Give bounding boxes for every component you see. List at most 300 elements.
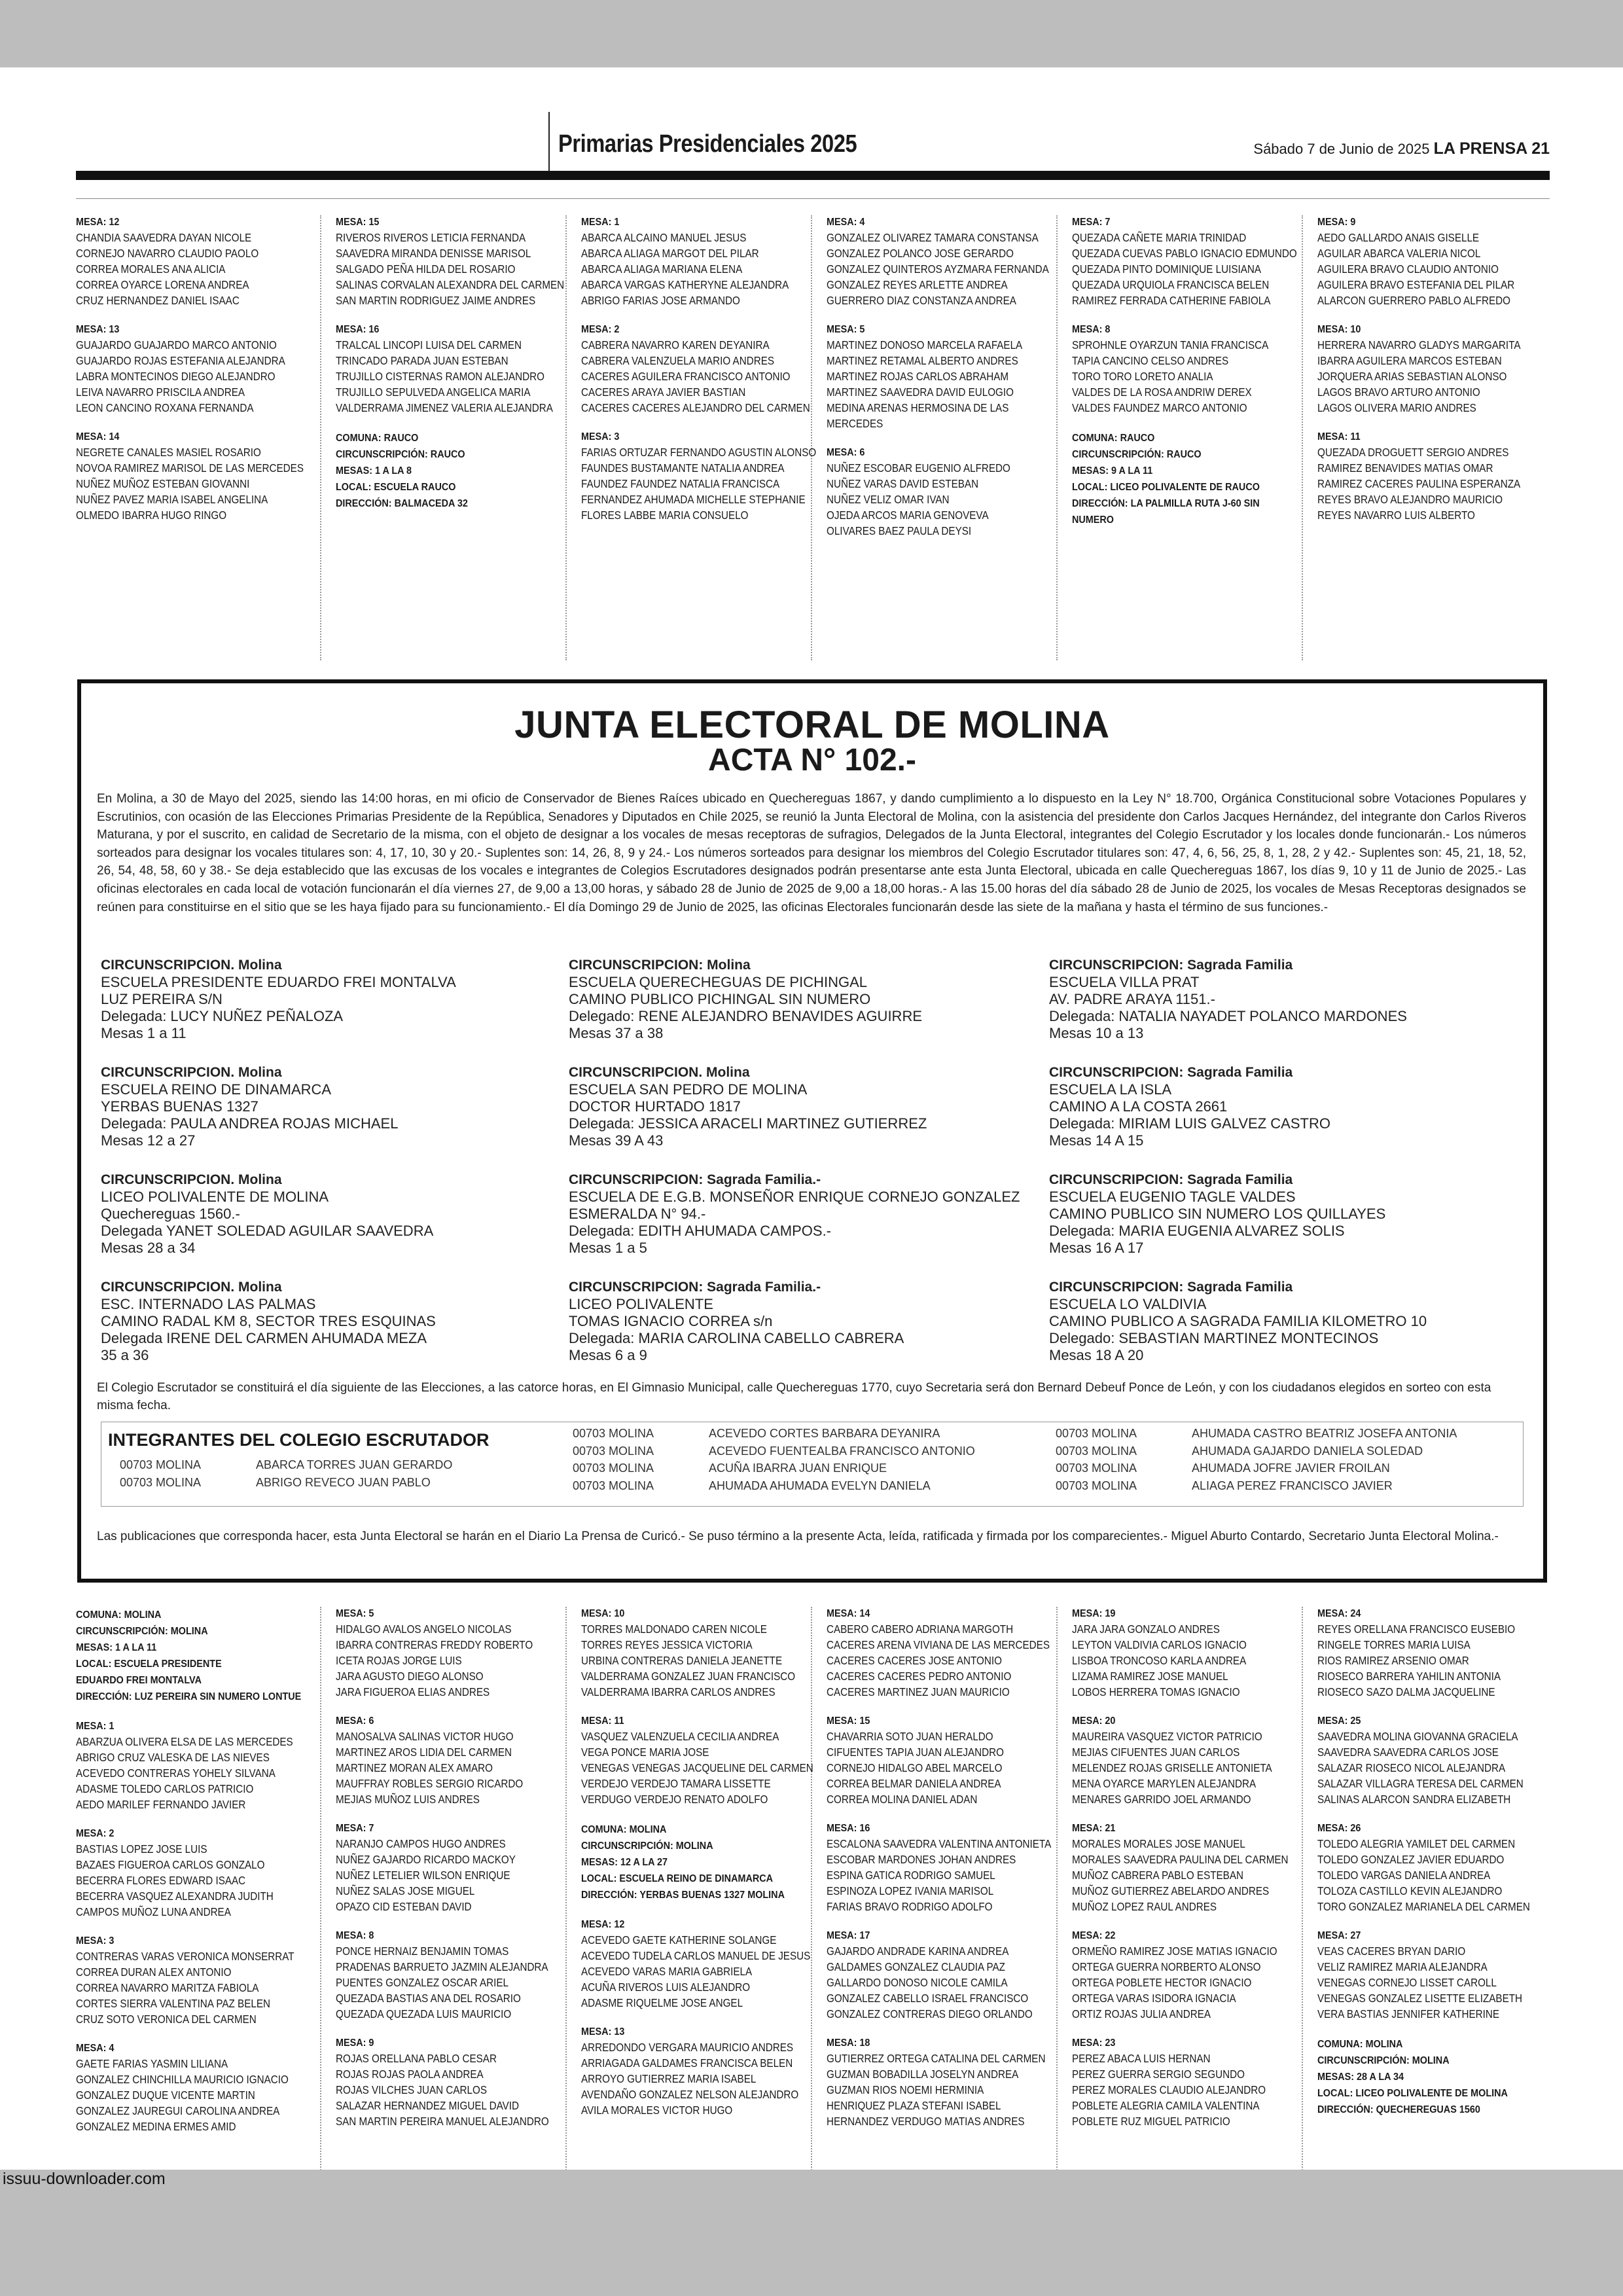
acta-paragraph: En Molina, a 30 de Mayo del 2025, siendo las 14:00 horas, en mi oficio de Conservador de Bienes Raíces ubicado en Quechereguas 1867, y dando cumplimiento a lo dispuesto en la Ley N° 18.700, Orgánica Constitucional sobre Votaciones Populares y Escrutinios, con ocasión de las Elecciones Primarias Presidente de la República, Senadores y Diputados en Chile 2025, se reunió la Junta Electoral de Molina, con la asistencia del presidente don Carlos Jacques Hernández, del integrante don Carlos Riveros Maturana, y por el suscrito, en calidad de Secretario de la misma, con el objeto de designar a los vocales de mesas receptoras de sufragios, Delegados de la Junta Electoral, integrantes del Colegio Escrutador y los locales donde funcionarán.- Los números sorteados para designar los vocales titulares son: 4, 17, 10, 30 y 20.- Suplentes son: 14, 26, 8, 9 y 24.- Los números sorteados para designar los miembros del Colegio Escrutador titulares son: 47, 4, 6, 56, 25, 8, 1, 28, 2 y 42.- Suplentes son: 45, 21, 18, 52, 26, 54, 48, 58, 60 y 38.- Se deja establecido que las excusas de los vocales e integrantes de Colegios Escrutadores designados podrán presentarse ante esta Junta Electoral, ubicada en calle Quechereguas 1867, los días 9, 10 y 11 de Junio de 2025.- Las oficinas electorales en cada local de votación funcionarán el día viernes 27, de 9,00 a 13,00 horas, y sábado 28 de Junio de 2025 de 9,00 a 18,00 horas.- A las 15.00 horas del día sábado 28 de Junio de 2025, los vocales de Mesas Receptoras designados se reúnen para constituirse en el sitio que se les haya fijado para su funcionamiento.- El día Domingo 29 de Junio de 2025, las oficinas Electorales funcionarán desde las siete de la mañana y hasta el término de sus funciones.-	[97, 792, 1526, 914]
vocal-name: HIDALGO AVALOS ANGELO NICOLAS	[336, 1623, 512, 1636]
vocal-name: AVENDAÑO GONZALEZ NELSON ALEJANDRO	[581, 2088, 799, 2101]
vocal-name: SALGADO PEÑA HILDA DEL ROSARIO	[336, 262, 516, 276]
newspaper-page	[0, 67, 1623, 2170]
vocal-name: NUÑEZ MUÑOZ ESTEBAN GIOVANNI	[76, 477, 250, 490]
mesa-column	[812, 215, 1058, 660]
vocal-name: GUERRERO DIAZ CONSTANZA ANDREA	[827, 294, 1016, 307]
comuna-line: CIRCUNSCRIPCIÓN: RAUCO	[1072, 449, 1202, 460]
integrante-row	[1056, 1443, 1423, 1460]
vocal-name: CACERES ARENA VIVIANA DE LAS MERCEDES	[827, 1638, 1050, 1651]
vocal-name: GALDAMES GONZALEZ CLAUDIA PAZ	[827, 1960, 1005, 1973]
circunscripcion-line: CAMINO PUBLICO PICHINGAL SIN NUMERO	[569, 991, 871, 1007]
vocal-name: RINGELE TORRES MARIA LUISA	[1317, 1638, 1471, 1651]
mesa-heading: MESA: 6	[827, 447, 865, 458]
vocal-name: SAAVEDRA SAAVEDRA CARLOS JOSE	[1317, 1746, 1499, 1759]
circunscripcion-title: CIRCUNSCRIPCION: Sagrada Familia	[1049, 1065, 1293, 1080]
vocal-name: GUZMAN BOBADILLA JOSELYN ANDREA	[827, 2068, 1019, 2081]
vocal-name: OPAZO CID ESTEBAN DAVID	[336, 1900, 472, 1913]
mesa-heading: MESA: 26	[1317, 1823, 1361, 1834]
mesa-block	[1317, 215, 1539, 308]
vocal-name: CORREA MORALES ANA ALICIA	[76, 262, 226, 276]
circunscripcion-title: CIRCUNSCRIPCION: Molina	[569, 958, 751, 973]
mesa-heading: MESA: 19	[1072, 1608, 1116, 1619]
vocal-name: TORO TORO LORETO ANALIA	[1072, 370, 1213, 383]
circunscripcion-line: Mesas 10 a 13	[1049, 1025, 1144, 1041]
colegio-paragraph: El Colegio Escrutador se constituirá el día siguiente de las Elecciones, a las catorce horas, en El Gimnasio Municipal, calle Quechereguas 1770, cuyo Secretaria será don Bernard Debeuf Ponce de León, y con los ciudadanos elegidos en sorteo con esta misma fecha.	[97, 1381, 1491, 1412]
circunscripcion-line: Delegada: MARIA EUGENIA ALVAREZ SOLIS	[1049, 1223, 1345, 1239]
vocal-name: ICETA ROJAS JORGE LUIS	[336, 1654, 462, 1667]
mesa-block	[76, 1934, 311, 2027]
circunscripcion-line: LUZ PEREIRA S/N	[101, 991, 223, 1007]
vocal-name: SALAZAR VILLAGRA TERESA DEL CARMEN	[1317, 1777, 1524, 1790]
integrante-row	[120, 1456, 452, 1474]
mesa-heading: MESA: 11	[1317, 431, 1361, 442]
vocal-name: ABARCA ALIAGA MARGOT DEL PILAR	[581, 247, 759, 260]
vocal-name: TRUJILLO SEPULVEDA ANGELICA MARIA	[336, 386, 531, 399]
comuna-line: CIRCUNSCRIPCIÓN: MOLINA	[76, 1626, 208, 1637]
top-mesa-columns	[76, 215, 1550, 660]
circunscripcion-line: Mesas 39 A 43	[569, 1132, 664, 1149]
comuna-line: DIRECCIÓN: BALMACEDA 32	[336, 498, 468, 509]
vocal-name: AEDO MARILEF FERNANDO JAVIER	[76, 1798, 246, 1811]
vocal-name: CABRERA NAVARRO KAREN DEYANIRA	[581, 338, 770, 351]
vocal-name: AEDO GALLARDO ANAIS GISELLE	[1317, 231, 1480, 244]
vocal-name: IBARRA AGUILERA MARCOS ESTEBAN	[1317, 354, 1502, 367]
vocal-name: BECERRA FLORES EDWARD ISAAC	[76, 1874, 246, 1887]
mesa-column	[1303, 215, 1548, 660]
circunscripcion-line: Mesas 1 a 11	[101, 1025, 187, 1041]
comuna-line: LOCAL: LICEO POLIVALENTE DE MOLINA	[1317, 2088, 1508, 2099]
vocal-name: NUÑEZ ESCOBAR EUGENIO ALFREDO	[827, 461, 1010, 475]
mesa-heading: MESA: 22	[1072, 1930, 1116, 1941]
comuna-line: CIRCUNSCRIPCIÓN: RAUCO	[336, 449, 465, 460]
vocal-name: VERA BASTIAS JENNIFER KATHERINE	[1317, 2007, 1500, 2020]
integrante-nombre: ABARCA TORRES JUAN GERARDO	[256, 1458, 453, 1471]
circunscripcion-line: Mesas 12 a 27	[101, 1132, 196, 1149]
vocal-name: VERDUGO VERDEJO RENATO ADOLFO	[581, 1793, 768, 1806]
vocal-name: TRINCADO PARADA JUAN ESTEBAN	[336, 354, 508, 367]
vocal-name: SALINAS ALARCON SANDRA ELIZABETH	[1317, 1793, 1511, 1806]
mesa-column	[567, 1607, 812, 2183]
mesa-heading: MESA: 13	[581, 2026, 625, 2037]
vocal-name: MEJIAS CIFUENTES JUAN CARLOS	[1072, 1746, 1240, 1759]
mesa-heading: MESA: 25	[1317, 1715, 1361, 1727]
vocal-name: ARROYO GUTIERREZ MARIA ISABEL	[581, 2072, 757, 2085]
circunscripcion-line: ESCUELA DE E.G.B. MONSEÑOR ENRIQUE CORNEJO GONZALEZ	[569, 1189, 1020, 1205]
mesa-heading: MESA: 23	[1072, 2037, 1116, 2049]
vocal-name: GUTIERREZ ORTEGA CATALINA DEL CARMEN	[827, 2052, 1046, 2065]
vocal-name: GONZALEZ DUQUE VICENTE MARTIN	[76, 2089, 255, 2102]
mesa-block	[336, 1714, 556, 1807]
mesa-block	[1317, 1714, 1539, 1807]
circunscripcion-line: Mesas 18 A 20	[1049, 1347, 1144, 1363]
integrante-comuna: 00703 MOLINA	[1056, 1444, 1137, 1458]
integrantes-table	[101, 1422, 1524, 1507]
vocal-name: GUZMAN RIOS NOEMI HERMINIA	[827, 2083, 984, 2096]
vocal-name: JARA AGUSTO DIEGO ALONSO	[336, 1670, 484, 1683]
vocal-name: VALDERRAMA IBARRA CARLOS ANDRES	[581, 1685, 776, 1698]
vocal-name: FAUNDEZ FAUNDEZ NATALIA FRANCISCA	[581, 477, 780, 490]
vocal-name: LEIVA NAVARRO PRISCILA ANDREA	[76, 386, 245, 399]
vocal-name: QUEZADA CUEVAS PABLO IGNACIO EDMUNDO	[1072, 247, 1297, 260]
vocal-name: ORTEGA VARAS ISIDORA IGNACIA	[1072, 1992, 1236, 2005]
circunscripcion-title: CIRCUNSCRIPCION. Molina	[101, 1280, 282, 1295]
vocal-name: ABRIGO CRUZ VALESKA DE LAS NIEVES	[76, 1751, 270, 1764]
comuna-line: DIRECCIÓN: LA PALMILLA RUTA J-60 SIN	[1072, 498, 1260, 509]
page-date	[1253, 139, 1550, 158]
vocal-name: PUENTES GONZALEZ OSCAR ARIEL	[336, 1976, 508, 1989]
vocal-name: CACERES MARTINEZ JUAN MAURICIO	[827, 1685, 1010, 1698]
vocal-name: CORNEJO HIDALGO ABEL MARCELO	[827, 1761, 1003, 1774]
mesa-block	[1072, 215, 1297, 308]
vocal-name: CABERO CABERO ADRIANA MARGOTH	[827, 1623, 1014, 1636]
comuna-line: LOCAL: ESCUELA RAUCO	[336, 482, 456, 493]
vocal-name: TOLEDO ALEGRIA YAMILET DEL CARMEN	[1317, 1837, 1516, 1850]
mesa-heading: MESA: 2	[76, 1828, 115, 1839]
mesa-column	[1058, 1607, 1303, 2183]
vocal-name: AGUILERA BRAVO CLAUDIO ANTONIO	[1317, 262, 1499, 276]
vocal-name: FERNANDEZ AHUMADA MICHELLE STEPHANIE	[581, 493, 806, 506]
vocal-name: QUEZADA QUEZADA LUIS MAURICIO	[336, 2007, 512, 2020]
vocal-name: AGUILERA BRAVO ESTEFANIA DEL PILAR	[1317, 278, 1515, 291]
vocal-name: JORQUERA ARIAS SEBASTIAN ALONSO	[1317, 370, 1507, 383]
integrante-row	[1056, 1460, 1390, 1477]
vocal-name: NOVOA RAMIREZ MARISOL DE LAS MERCEDES	[76, 461, 304, 475]
vocal-name: REYES ORELLANA FRANCISCO EUSEBIO	[1317, 1623, 1516, 1636]
circunscripcion-line: ESCUELA LA ISLA	[1049, 1081, 1172, 1098]
vocal-name: CORREA DURAN ALEX ANTONIO	[76, 1965, 232, 1979]
vocal-name: ABARCA VARGAS KATHERYNE ALEJANDRA	[581, 278, 789, 291]
vocal-name: MORALES SAAVEDRA PAULINA DEL CARMEN	[1072, 1853, 1289, 1866]
vocal-name: GUAJARDO ROJAS ESTEFANIA ALEJANDRA	[76, 354, 285, 367]
mesa-column	[812, 1607, 1058, 2183]
mesa-column	[567, 215, 817, 660]
circunscripcion-line: Mesas 1 a 5	[569, 1240, 647, 1256]
vocal-name: BASTIAS LOPEZ JOSE LUIS	[76, 1842, 207, 1856]
vocal-name: SAN MARTIN RODRIGUEZ JAIME ANDRES	[336, 294, 536, 307]
vocal-name: MENA OYARCE MARYLEN ALEJANDRA	[1072, 1777, 1257, 1790]
vocal-name: MAUREIRA VASQUEZ VICTOR PATRICIO	[1072, 1730, 1262, 1743]
comuna-block	[336, 430, 556, 512]
comuna-line: EDUARDO FREI MONTALVA	[76, 1675, 202, 1686]
paper-name: LA PRENSA 21	[1433, 139, 1550, 158]
vocal-name: ABARCA ALCAINO MANUEL JESUS	[581, 231, 747, 244]
watermark: issuu-downloader.com	[3, 2170, 166, 2188]
vocal-name: MARTINEZ MORAN ALEX AMARO	[336, 1761, 493, 1774]
integrante-nombre: ACEVEDO CORTES BARBARA DEYANIRA	[709, 1427, 940, 1440]
mesa-heading: MESA: 9	[336, 2037, 374, 2049]
mesa-block	[336, 215, 565, 308]
mesa-column-inner	[1317, 1607, 1539, 2118]
mesa-block	[1072, 1929, 1293, 2022]
circunscripcion-line: ESCUELA LO VALDIVIA	[1049, 1296, 1207, 1312]
vocal-name: TOLEDO GONZALEZ JAVIER EDUARDO	[1317, 1853, 1505, 1866]
acta-number: ACTA N° 102.-	[708, 743, 916, 778]
mesa-column-inner	[76, 1607, 311, 2134]
vocal-name: MENARES GARRIDO JOEL ARMANDO	[1072, 1793, 1251, 1806]
vocal-name: CAMPOS MUÑOZ LUNA ANDREA	[76, 1905, 231, 1918]
mesa-block	[76, 2041, 311, 2134]
vocal-name: TOLOZA CASTILLO KEVIN ALEJANDRO	[1317, 1884, 1503, 1897]
mesa-heading: MESA: 8	[336, 1930, 374, 1941]
vocal-name: ESCALONA SAAVEDRA VALENTINA ANTONIETA	[827, 1837, 1052, 1850]
vocal-name: GONZALEZ POLANCO JOSE GERARDO	[827, 247, 1014, 260]
mesa-block	[827, 1714, 1047, 1807]
vocal-name: MUÑOZ CABRERA PABLO ESTEBAN	[1072, 1869, 1243, 1882]
vocal-name: VENEGAS GONZALEZ LISETTE ELIZABETH	[1317, 1992, 1523, 2005]
vocal-name: ARRIAGADA GALDAMES FRANCISCA BELEN	[581, 2056, 793, 2070]
vocal-name: NUÑEZ SALAS JOSE MIGUEL	[336, 1884, 475, 1897]
comuna-line: MESAS: 1 A LA 8	[336, 465, 412, 476]
vocal-name: AVILA MORALES VICTOR HUGO	[581, 2104, 733, 2117]
circunscripcion-line: CAMINO PUBLICO A SAGRADA FAMILIA KILOMETRO 10	[1049, 1313, 1427, 1329]
mesa-heading: MESA: 17	[827, 1930, 870, 1941]
circunscripcion-line: Mesas 16 A 17	[1049, 1240, 1144, 1256]
mesa-block	[827, 1929, 1047, 2022]
vocal-name: ORTEGA POBLETE HECTOR IGNACIO	[1072, 1976, 1252, 1989]
mesa-column-inner	[827, 1607, 1052, 2129]
vocal-name: POBLETE ALEGRIA CAMILA VALENTINA	[1072, 2099, 1260, 2112]
vocal-name: HENRIQUEZ PLAZA STEFANI ISABEL	[827, 2099, 1001, 2112]
publicaciones-paragraph: Las publicaciones que corresponda hacer, esta Junta Electoral se harán en el Diario La Prensa de Curicó.- Se puso término a la presente Acta, leída, ratificada y firmada por los comparecientes.- Miguel Aburto Contardo, Secretario Junta Electoral Molina.-	[97, 1530, 1499, 1543]
vocal-name: VENEGAS CORNEJO LISSET CAROLL	[1317, 1976, 1497, 1989]
vocal-name: RIOSECO SAZO DALMA JACQUELINE	[1317, 1685, 1495, 1698]
vocal-name: ROJAS VILCHES JUAN CARLOS	[336, 2083, 487, 2096]
integrante-nombre: AHUMADA CASTRO BEATRIZ JOSEFA ANTONIA	[1192, 1427, 1457, 1440]
vocal-name: PEREZ GUERRA SERGIO SEGUNDO	[1072, 2068, 1245, 2081]
vocal-name: GAETE FARIAS YASMIN LILIANA	[76, 2057, 228, 2070]
vocal-name: CORREA OYARCE LORENA ANDREA	[76, 278, 249, 291]
mesa-heading: MESA: 5	[827, 324, 865, 335]
circunscripcion-line: ESCUELA SAN PEDRO DE MOLINA	[569, 1081, 808, 1098]
vocal-name: CACERES CACERES ALEJANDRO DEL CARMEN	[581, 401, 810, 414]
vocal-name: CACERES CACERES JOSE ANTONIO	[827, 1654, 1002, 1667]
mesa-block	[1072, 1607, 1293, 1700]
comuna-line: CIRCUNSCRIPCIÓN: MOLINA	[581, 1840, 713, 1852]
mesa-heading: MESA: 4	[76, 2043, 115, 2054]
vocal-name: RIOS RAMIREZ ARSENIO OMAR	[1317, 1654, 1469, 1667]
integrante-nombre: ALIAGA PEREZ FRANCISCO JAVIER	[1192, 1479, 1393, 1492]
integrante-row	[120, 1474, 431, 1492]
vocal-name: OLIVARES BAEZ PAULA DEYSI	[827, 524, 972, 537]
circunscripcion-line: LICEO POLIVALENTE	[569, 1296, 713, 1312]
vocal-name: LAGOS BRAVO ARTURO ANTONIO	[1317, 386, 1480, 399]
vocal-name: GALLARDO DONOSO NICOLE CAMILA	[827, 1976, 1008, 1989]
circunscripcion-line: ESCUELA PRESIDENTE EDUARDO FREI MONTALVA	[101, 974, 456, 990]
mesa-column-inner	[336, 1607, 556, 2129]
vocal-name: RAMIREZ FERRADA CATHERINE FABIOLA	[1072, 294, 1271, 307]
integrante-comuna: 00703 MOLINA	[573, 1427, 654, 1440]
circunscripcion-block	[569, 1064, 1040, 1149]
comuna-line: DIRECCIÓN: LUZ PEREIRA SIN NUMERO LONTUE	[76, 1691, 302, 1702]
integrante-comuna: 00703 MOLINA	[573, 1444, 654, 1458]
vocal-name: LEYTON VALDIVIA CARLOS IGNACIO	[1072, 1638, 1247, 1651]
vocal-name: MARTINEZ DONOSO MARCELA RAFAELA	[827, 338, 1023, 351]
circunscripcion-line: CAMINO PUBLICO SIN NUMERO LOS QUILLAYES	[1049, 1206, 1386, 1222]
vocal-name: CORREA MOLINA DANIEL ADAN	[827, 1793, 978, 1806]
mesa-heading: MESA: 13	[76, 324, 120, 335]
comuna-line: MESAS: 9 A LA 11	[1072, 465, 1153, 476]
vocal-name: JARA JARA GONZALO ANDRES	[1072, 1623, 1220, 1636]
integrante-nombre: ACUÑA IBARRA JUAN ENRIQUE	[709, 1462, 887, 1475]
vocal-name: ADASME TOLEDO CARLOS PATRICIO	[76, 1782, 254, 1795]
mesa-block	[76, 1827, 311, 1920]
mesa-heading: MESA: 8	[1072, 324, 1111, 335]
vocal-name: SALAZAR RIOSECO NICOL ALEJANDRA	[1317, 1761, 1506, 1774]
comuna-block	[581, 1821, 802, 1903]
vocal-name: ROJAS ROJAS PAOLA ANDREA	[336, 2068, 484, 2081]
circunscripcion-line: Delegada: MIRIAM LUIS GALVEZ CASTRO	[1049, 1115, 1330, 1132]
vocal-name: MARTINEZ ROJAS CARLOS ABRAHAM	[827, 370, 1009, 383]
circunscripcion-title: CIRCUNSCRIPCION. Molina	[101, 958, 282, 973]
vocal-name: VALDES DE LA ROSA ANDRIW DEREX	[1072, 386, 1252, 399]
vocal-name: NUÑEZ GAJARDO RICARDO MACKOY	[336, 1853, 516, 1866]
vocal-name: ALARCON GUERRERO PABLO ALFREDO	[1317, 294, 1510, 307]
mesa-block	[581, 1714, 813, 1807]
vocal-name: TORRES REYES JESSICA VICTORIA	[581, 1638, 753, 1651]
vocal-name: FARIAS BRAVO RODRIGO ADOLFO	[827, 1900, 993, 1913]
circunscripcion-line: LICEO POLIVALENTE DE MOLINA	[101, 1189, 329, 1205]
vocal-name: ADASME RIQUELME JOSE ANGEL	[581, 1996, 743, 2009]
vocal-name: MORALES MORALES JOSE MANUEL	[1072, 1837, 1245, 1850]
mesa-block	[827, 2036, 1047, 2129]
vocal-name: RIOSECO BARRERA YAHILIN ANTONIA	[1317, 1670, 1501, 1683]
mesa-column-inner	[1072, 1607, 1293, 2129]
circunscripcion-block	[569, 1172, 1040, 1257]
circunscripcion-line: Mesas 28 a 34	[101, 1240, 196, 1256]
circunscripcion-line: Mesas 6 a 9	[569, 1347, 647, 1363]
mesa-column	[1058, 215, 1303, 660]
mesa-column	[76, 1607, 321, 2183]
vocal-name: REYES NAVARRO LUIS ALBERTO	[1317, 509, 1475, 522]
mesa-column-inner	[336, 215, 565, 512]
vocal-name: MAUFFRAY ROBLES SERGIO RICARDO	[336, 1777, 524, 1790]
vocal-name: CHANDIA SAAVEDRA DAYAN NICOLE	[76, 231, 252, 244]
header-rule	[76, 171, 1550, 180]
vocal-name: CONTRERAS VARAS VERONICA MONSERRAT	[76, 1950, 294, 1963]
mesa-heading: MESA: 14	[827, 1608, 870, 1619]
mesa-heading: MESA: 12	[581, 1919, 625, 1930]
integrante-nombre: AHUMADA AHUMADA EVELYN DANIELA	[709, 1479, 931, 1492]
mesa-heading: MESA: 7	[1072, 217, 1111, 228]
vocal-name: VERDEJO VERDEJO TAMARA LISSETTE	[581, 1777, 771, 1790]
comuna-line: CIRCUNSCRIPCIÓN: MOLINA	[1317, 2055, 1450, 2066]
mesa-heading: MESA: 16	[336, 324, 380, 335]
bottom-margin-bar	[0, 2170, 1623, 2296]
junta-electoral-box	[77, 679, 1547, 1583]
integrante-nombre: ACEVEDO FUENTEALBA FRANCISCO ANTONIO	[709, 1444, 975, 1458]
mesa-heading: MESA: 7	[336, 1823, 374, 1834]
circunscripcion-title: CIRCUNSCRIPCION. Molina	[569, 1065, 750, 1080]
vocal-name: ABARCA ALIAGA MARIANA ELENA	[581, 262, 743, 276]
mesa-block	[827, 215, 1047, 308]
circunscripcion-block	[1049, 957, 1520, 1042]
vocal-name: POBLETE RUZ MIGUEL PATRICIO	[1072, 2115, 1230, 2128]
vocal-name: RIVEROS RIVEROS LETICIA FERNANDA	[336, 231, 526, 244]
vocal-name: SPROHNLE OYARZUN TANIA FRANCISCA	[1072, 338, 1269, 351]
vocal-name: SALAZAR HERNANDEZ MIGUEL DAVID	[336, 2099, 520, 2112]
circunscripcion-line: Mesas 14 A 15	[1049, 1132, 1144, 1149]
vocal-name: TOLEDO VARGAS DANIELA ANDREA	[1317, 1869, 1491, 1882]
vocal-name: NEGRETE CANALES MASIEL ROSARIO	[76, 446, 261, 459]
mesa-heading: MESA: 6	[336, 1715, 374, 1727]
vocal-name: GONZALEZ CABELLO ISRAEL FRANCISCO	[827, 1992, 1029, 2005]
mesa-heading: MESA: 11	[581, 1715, 624, 1727]
comuna-line: DIRECCIÓN: QUECHEREGUAS 1560	[1317, 2104, 1480, 2115]
circunscripcion-line: ESC. INTERNADO LAS PALMAS	[101, 1296, 316, 1312]
mesa-heading: MESA: 15	[336, 217, 380, 228]
integrante-comuna: 00703 MOLINA	[1056, 1462, 1137, 1475]
circunscripcion-line: ESCUELA VILLA PRAT	[1049, 974, 1200, 990]
vocal-name: GUAJARDO GUAJARDO MARCO ANTONIO	[76, 338, 277, 351]
integrante-row	[573, 1425, 940, 1443]
vocal-name: HERRERA NAVARRO GLADYS MARGARITA	[1317, 338, 1521, 351]
vocal-name: ESCOBAR MARDONES JOHAN ANDRES	[827, 1853, 1016, 1866]
mesa-heading: MESA: 1	[581, 217, 620, 228]
vocal-name: ABRIGO FARIAS JOSE ARMANDO	[581, 294, 740, 307]
vocal-name: RAMIREZ BENAVIDES MATIAS OMAR	[1317, 461, 1493, 475]
vocal-name: PEREZ MORALES CLAUDIO ALEJANDRO	[1072, 2083, 1266, 2096]
junta-title: JUNTA ELECTORAL DE MOLINA	[514, 704, 1110, 746]
mesa-heading: MESA: 18	[827, 2037, 870, 2049]
circunscripcion-line: ESCUELA QUERECHEGUAS DE PICHINGAL	[569, 974, 868, 990]
mesa-heading: MESA: 21	[1072, 1823, 1116, 1834]
integrante-row	[1056, 1477, 1393, 1495]
mesa-block	[76, 430, 311, 523]
circunscripcion-line: Delegada: LUCY NUÑEZ PEÑALOZA	[101, 1008, 344, 1024]
circunscripcion-block	[101, 1064, 572, 1149]
circunscripcion-line: Delegada: NATALIA NAYADET POLANCO MARDONES	[1049, 1008, 1407, 1024]
comuna-line: COMUNA: RAUCO	[336, 433, 419, 444]
vocal-name: ORTEGA GUERRA NORBERTO ALONSO	[1072, 1960, 1261, 1973]
mesa-block	[76, 215, 311, 308]
mesa-column	[321, 215, 567, 660]
vocal-name: ACEVEDO TUDELA CARLOS MANUEL DE JESUS	[581, 1949, 811, 1962]
mesa-heading: MESA: 24	[1317, 1608, 1361, 1619]
circunscripcion-line: ESCUELA REINO DE DINAMARCA	[101, 1081, 332, 1098]
vocal-name: ORMEÑO RAMIREZ JOSE MATIAS IGNACIO	[1072, 1945, 1277, 1958]
circunscripcion-line: Mesas 37 a 38	[569, 1025, 664, 1041]
mesa-heading: MESA: 9	[1317, 217, 1356, 228]
vocal-name: CORTES SIERRA VALENTINA PAZ BELEN	[76, 1997, 270, 2010]
vocal-name: SAAVEDRA MOLINA GIOVANNA GRACIELA	[1317, 1730, 1518, 1743]
comuna-line: MESAS: 28 A LA 34	[1317, 2072, 1404, 2083]
comuna-line: LOCAL: LICEO POLIVALENTE DE RAUCO	[1072, 482, 1260, 493]
mesa-column	[1303, 1607, 1548, 2183]
mesa-block	[1317, 1821, 1539, 1914]
vocal-name: SALINAS CORVALAN ALEXANDRA DEL CARMEN	[336, 278, 565, 291]
vocal-name: MARTINEZ AROS LIDIA DEL CARMEN	[336, 1746, 512, 1759]
vocal-name: CRUZ SOTO VERONICA DEL CARMEN	[76, 2013, 257, 2026]
circunscripcion-line: Delegado: SEBASTIAN MARTINEZ MONTECINOS	[1049, 1330, 1379, 1346]
circunscripcion-block	[569, 1279, 1040, 1364]
circunscripcion-line: Delegada: JESSICA ARACELI MARTINEZ GUTIERREZ	[569, 1115, 927, 1132]
integrante-row	[573, 1460, 887, 1477]
vocal-name: MERCEDES	[827, 417, 883, 430]
circunscripcion-line: Delegado: RENE ALEJANDRO BENAVIDES AGUIRRE	[569, 1008, 923, 1024]
circunscripcion-line: Delegada: PAULA ANDREA ROJAS MICHAEL	[101, 1115, 399, 1132]
vocal-name: TAPIA CANCINO CELSO ANDRES	[1072, 354, 1229, 367]
mesa-heading: MESA: 15	[827, 1715, 870, 1727]
vocal-name: QUEZADA CAÑETE MARIA TRINIDAD	[1072, 231, 1247, 244]
vocal-name: FLORES LABBE MARIA CONSUELO	[581, 509, 749, 522]
mesa-column-inner	[76, 215, 311, 523]
integrante-row	[1056, 1425, 1457, 1443]
vocal-name: FARIAS ORTUZAR FERNANDO AGUSTIN ALONSO	[581, 446, 817, 459]
vocal-name: ACEVEDO VARAS MARIA GABRIELA	[581, 1965, 753, 1978]
vocal-name: CORREA NAVARRO MARITZA FABIOLA	[76, 1981, 259, 1994]
mesa-heading: MESA: 3	[581, 431, 620, 442]
